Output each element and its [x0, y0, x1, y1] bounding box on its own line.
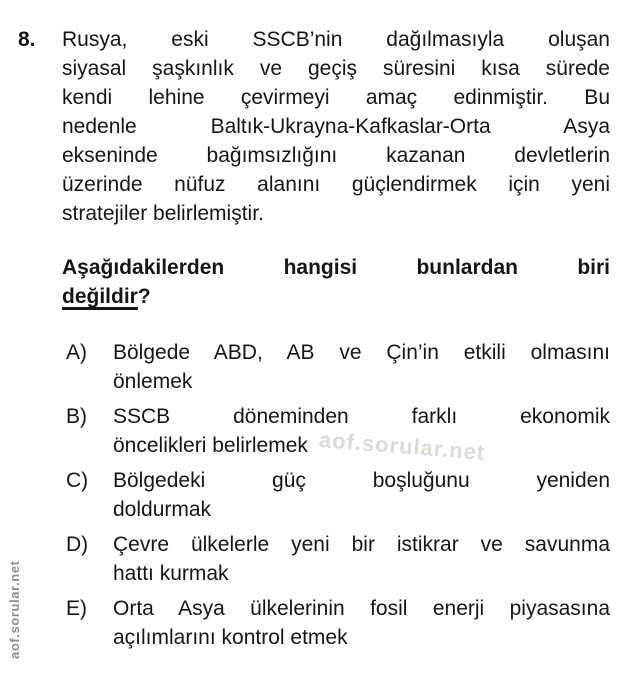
- option-d-letter: D): [66, 533, 89, 556]
- option-e-text: [113, 594, 610, 652]
- option-c-letter: C): [66, 469, 89, 492]
- option-b-letter: B): [66, 405, 87, 428]
- option-a-line-2: önlemek: [113, 370, 193, 393]
- prompt-question-mark: ?: [137, 285, 151, 308]
- option-d-line-2: hattı kurmak: [113, 562, 229, 585]
- option-a: [66, 338, 610, 396]
- option-c-text: [113, 466, 610, 524]
- option-b-text: [113, 402, 610, 460]
- prompt-line-2: [62, 282, 610, 311]
- question-number: 8.: [18, 28, 36, 51]
- option-c-line-2: doldurmak: [113, 498, 212, 521]
- paragraph-line-3: kendi lehine çevirmeyi amaç edinmiştir. Bu: [62, 86, 610, 109]
- option-b: [66, 402, 610, 460]
- option-c-line-1: Bölgedeki güç boşluğunu yeniden: [113, 469, 610, 492]
- option-c: [66, 466, 610, 524]
- prompt-underlined-word: değildir: [62, 285, 138, 308]
- option-e-line-2: açılımlarını kontrol etmek: [113, 626, 348, 649]
- watermark-side: aof.sorular.net: [7, 560, 22, 659]
- option-e-letter: E): [66, 597, 87, 620]
- paragraph-line-2: siyasal şaşkınlık ve geçiş süresini kısa sürede: [62, 57, 610, 80]
- option-a-letter: A): [66, 341, 87, 364]
- option-d: [66, 530, 610, 588]
- option-d-text: [113, 530, 610, 588]
- option-a-line-1: Bölgede ABD, AB ve Çin’in etkili olmasını: [113, 341, 610, 364]
- option-a-text: [113, 338, 610, 396]
- question-prompt: [62, 253, 610, 311]
- option-d-line-1: Çevre ülkelerle yeni bir istikrar ve savunma: [113, 533, 610, 556]
- paragraph-line-4: nedenle Baltık-Ukrayna-Kafkaslar-Orta Asya: [62, 115, 610, 138]
- options-list: [66, 338, 610, 658]
- option-e: [66, 594, 610, 652]
- question-paragraph: [62, 25, 610, 228]
- watermark-center: aof.sorular.net: [318, 427, 487, 465]
- option-b-line-1: SSCB döneminden farklı ekonomik: [113, 405, 610, 428]
- paragraph-line-1: Rusya, eski SSCB’nin dağılmasıyla oluşan: [62, 28, 610, 51]
- paragraph-line-5: ekseninde bağımsızlığını kazanan devletlerin: [62, 144, 610, 167]
- option-b-line-2: öncelikleri belirlemek: [113, 434, 308, 457]
- option-e-line-1: Orta Asya ülkelerinin fosil enerji piyasasına: [113, 597, 610, 620]
- paragraph-line-6: üzerinde nüfuz alanını güçlendirmek için yeni: [62, 173, 610, 196]
- prompt-line-1: Aşağıdakilerden hangisi bunlardan biri: [62, 256, 610, 279]
- paragraph-line-7: stratejiler belirlemiştir.: [62, 202, 264, 225]
